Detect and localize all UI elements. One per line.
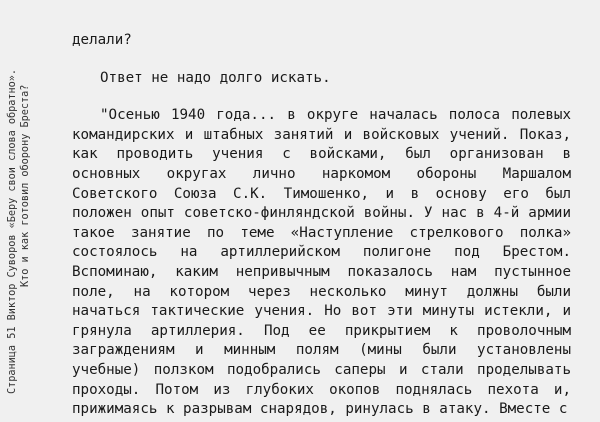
paragraph-answer: Ответ не надо долго искать. xyxy=(100,69,331,86)
running-header-text xyxy=(2,0,44,422)
paragraph-continuation: делали? xyxy=(72,32,132,48)
running-header-line-1: Страница 51 Виктор Суворов «Беру свои слова обратно». xyxy=(7,68,18,394)
running-header-line-2: Кто и как готовил оборону Бреста? xyxy=(20,84,31,287)
running-header xyxy=(2,0,44,422)
page-body xyxy=(72,31,571,420)
paragraph-quote: "Осенью 1940 года... в округе началась полоса полевых командирских и штабных занятий и войсковых учений. Показ, как проводить учения с войсками, был организован в основных округах лично наркомом обороны Маршалом Советского Союза С.К. Тимошенко, и в основу его был положен опыт советско-финляндской войны. У нас в 4-й армии такое занятие по теме «Наступление стрелкового полка» состоялось на артиллерийском полигоне под Брестом. Вспоминаю, каким непривычным показалось нам пустынное поле, на котором через несколько минут должны были начаться тактические учения. Но вот эти минуты истекли, и грянула артиллерия. Под ее прикрытием к проволочным заграждениям и минным полям (мины были установлены учебные) ползком подобрались саперы и стали проделывать проходы. Потом из глубоких окопов поднялась пехота и, прижимаясь к разрывам снарядов, ринулась в атаку. Вместе с xyxy=(72,107,571,418)
